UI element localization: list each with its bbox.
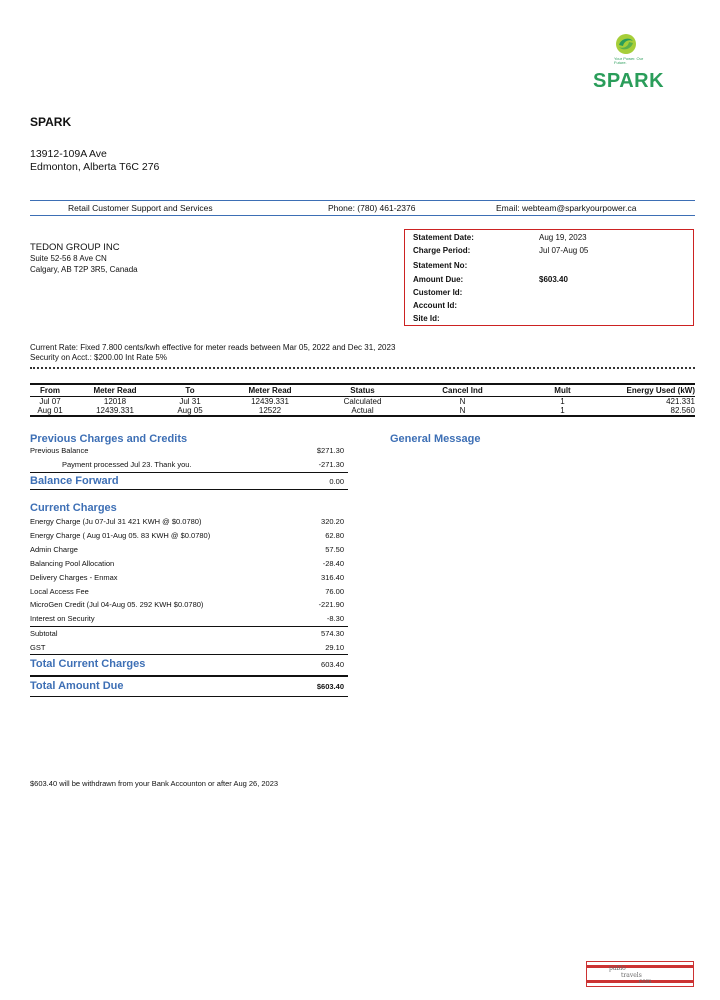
cell: Actual xyxy=(320,406,405,416)
subtotal-rule xyxy=(30,626,348,627)
statement-summary-box xyxy=(404,229,694,326)
watermark-line1: pablo xyxy=(609,965,626,972)
col-status: Status xyxy=(320,384,405,397)
support-label: Retail Customer Support and Services xyxy=(68,203,213,213)
general-message-title: General Message xyxy=(390,433,481,445)
previous-balance-label: Previous Balance xyxy=(30,446,89,455)
subtotal-label: Subtotal xyxy=(30,629,58,638)
charge-line xyxy=(30,587,348,599)
statement-date-label: Statement Date: xyxy=(413,233,474,242)
cell: Aug 05 xyxy=(160,406,220,416)
total-due-label: Total Amount Due xyxy=(30,680,124,692)
cell: 12439.331 xyxy=(70,406,160,416)
charge-label: Energy Charge (Ju 07-Jul 31 421 KWH @ $0.0780) xyxy=(30,517,202,526)
total-due-rule xyxy=(30,675,348,677)
meter-table-header xyxy=(30,384,695,397)
amount-due-label: Amount Due: xyxy=(413,275,464,284)
cell: 12439.331 xyxy=(251,397,289,406)
total-current-amount: 603.40 xyxy=(321,660,344,669)
customer-line1: Suite 52-56 8 Ave CN xyxy=(30,254,107,263)
cell: Aug 01 xyxy=(30,406,70,416)
customer-id-label: Customer Id: xyxy=(413,288,463,297)
table-row xyxy=(30,406,695,416)
payment-amount: -271.30 xyxy=(318,460,344,469)
company-address-line1: 13912-109A Ave xyxy=(30,148,107,160)
logo-wordmark: SPARK xyxy=(593,70,665,92)
total-due-line xyxy=(30,680,348,694)
balance-forward-label: Balance Forward xyxy=(30,475,119,487)
customer-address xyxy=(30,242,138,275)
charge-label: Energy Charge ( Aug 01-Aug 05. 83 KWH @ $0.0780) xyxy=(30,531,211,540)
statement-no-label: Statement No: xyxy=(413,261,468,270)
charge-period-label: Charge Period: xyxy=(413,246,471,255)
total-due-bottom-rule xyxy=(30,696,348,697)
payment-line xyxy=(30,460,348,472)
meter-read-table xyxy=(30,383,695,417)
total-current-rule xyxy=(30,654,348,655)
cell: N xyxy=(405,406,520,416)
charge-period-value: Jul 07-Aug 05 xyxy=(539,246,589,255)
watermark-badge xyxy=(586,961,694,987)
company-address xyxy=(30,148,159,174)
site-id-label: Site Id: xyxy=(413,314,440,323)
support-phone[interactable]: Phone: (780) 461-2376 xyxy=(328,203,416,213)
payment-label: Payment processed Jul 23. Thank you. xyxy=(62,460,192,469)
subtotal-line xyxy=(30,629,348,641)
rate-info xyxy=(30,343,395,363)
charge-line xyxy=(30,614,348,626)
security-text: Security on Acct.: $200.00 Int Rate 5% xyxy=(30,353,167,362)
cell: 1 xyxy=(520,406,605,416)
spark-logo xyxy=(590,30,670,94)
customer-name: TEDON GROUP INC xyxy=(30,242,120,253)
dotted-divider xyxy=(30,367,695,369)
total-current-line xyxy=(30,658,348,672)
logo-tagline: Your Power. Our Future. xyxy=(614,56,644,65)
total-current-label: Total Current Charges xyxy=(30,658,146,670)
support-top-rule xyxy=(30,200,695,201)
cell: Jul 07 xyxy=(39,397,61,406)
support-email[interactable]: Email: webteam@sparkyourpower.ca xyxy=(496,203,637,213)
previous-charges-title: Previous Charges and Credits xyxy=(30,433,188,445)
charge-line xyxy=(30,600,348,612)
charge-amount: 76.00 xyxy=(325,587,344,596)
charge-label: MicroGen Credit (Jul 04-Aug 05. 292 KWH $0.0780) xyxy=(30,600,204,609)
amount-due-value: $603.40 xyxy=(539,275,568,284)
charge-label: Balancing Pool Allocation xyxy=(30,559,115,568)
col-meter-read-start: Meter Read xyxy=(70,384,160,397)
cell: N xyxy=(459,397,466,406)
col-mult: Mult xyxy=(520,384,605,397)
col-cancel-ind: Cancel Ind xyxy=(405,384,520,397)
cell: 12018 xyxy=(103,397,127,406)
charge-amount: -8.30 xyxy=(326,614,344,623)
watermark-line2: travels xyxy=(621,971,642,979)
charge-line xyxy=(30,517,348,529)
current-charges-title: Current Charges xyxy=(30,502,117,514)
watermark-line3: .com xyxy=(637,978,652,985)
spark-swirl-icon xyxy=(614,32,638,56)
withdrawal-note: $603.40 will be withdrawn from your Bank Accounton or after Aug 26, 2023 xyxy=(30,779,279,788)
balance-forward-rule xyxy=(30,489,348,490)
balance-forward-amount: 0.00 xyxy=(329,477,344,486)
current-rate-text: Current Rate: Fixed 7.800 cents/kwh effective for meter reads between Mar 05, 2022 and Dec 31, 2023 xyxy=(30,343,396,352)
charge-amount: -28.40 xyxy=(322,559,344,568)
company-name: SPARK xyxy=(30,115,72,129)
col-from: From xyxy=(30,384,70,397)
statement-date-value: Aug 19, 2023 xyxy=(539,233,587,242)
watermark-text xyxy=(609,966,652,986)
col-meter-read-end: Meter Read xyxy=(220,384,320,397)
cell: 421.331 xyxy=(666,397,695,406)
charge-amount: 320.20 xyxy=(321,517,344,526)
previous-balance-amount: $271.30 xyxy=(316,446,344,455)
charge-line xyxy=(30,545,348,557)
charge-line xyxy=(30,573,348,585)
table-row xyxy=(30,397,695,407)
charge-label: Local Access Fee xyxy=(30,587,89,596)
previous-balance-line xyxy=(30,446,348,458)
charge-line xyxy=(30,559,348,571)
col-to: To xyxy=(160,384,220,397)
charge-amount: 57.50 xyxy=(325,545,344,554)
cell: Jul 31 xyxy=(179,397,201,406)
subtotal-amount: 574.30 xyxy=(321,629,344,638)
col-energy-used: Energy Used (kW) xyxy=(605,384,695,397)
charge-amount: 62.80 xyxy=(325,531,344,540)
charge-amount: -221.90 xyxy=(318,600,344,609)
cell: 82.560 xyxy=(605,406,695,416)
charge-amount: 316.40 xyxy=(321,573,344,582)
cell: Calculated xyxy=(343,397,382,406)
charge-label: Interest on Security xyxy=(30,614,95,623)
total-due-amount: $603.40 xyxy=(316,682,344,691)
charge-label: Delivery Charges - Enmax xyxy=(30,573,118,582)
cell: 12522 xyxy=(220,406,320,416)
charge-line xyxy=(30,531,348,543)
account-id-label: Account Id: xyxy=(413,301,457,310)
gst-amount: 29.10 xyxy=(325,643,344,652)
balance-rule xyxy=(30,472,348,473)
gst-label: GST xyxy=(30,643,46,652)
balance-forward-line xyxy=(30,475,348,489)
cell: 1 xyxy=(560,397,565,406)
customer-line2: Calgary, AB T2P 3R5, Canada xyxy=(30,265,138,274)
company-address-line2: Edmonton, Alberta T6C 276 xyxy=(30,161,160,173)
support-bottom-rule xyxy=(30,215,695,216)
charge-label: Admin Charge xyxy=(30,545,78,554)
